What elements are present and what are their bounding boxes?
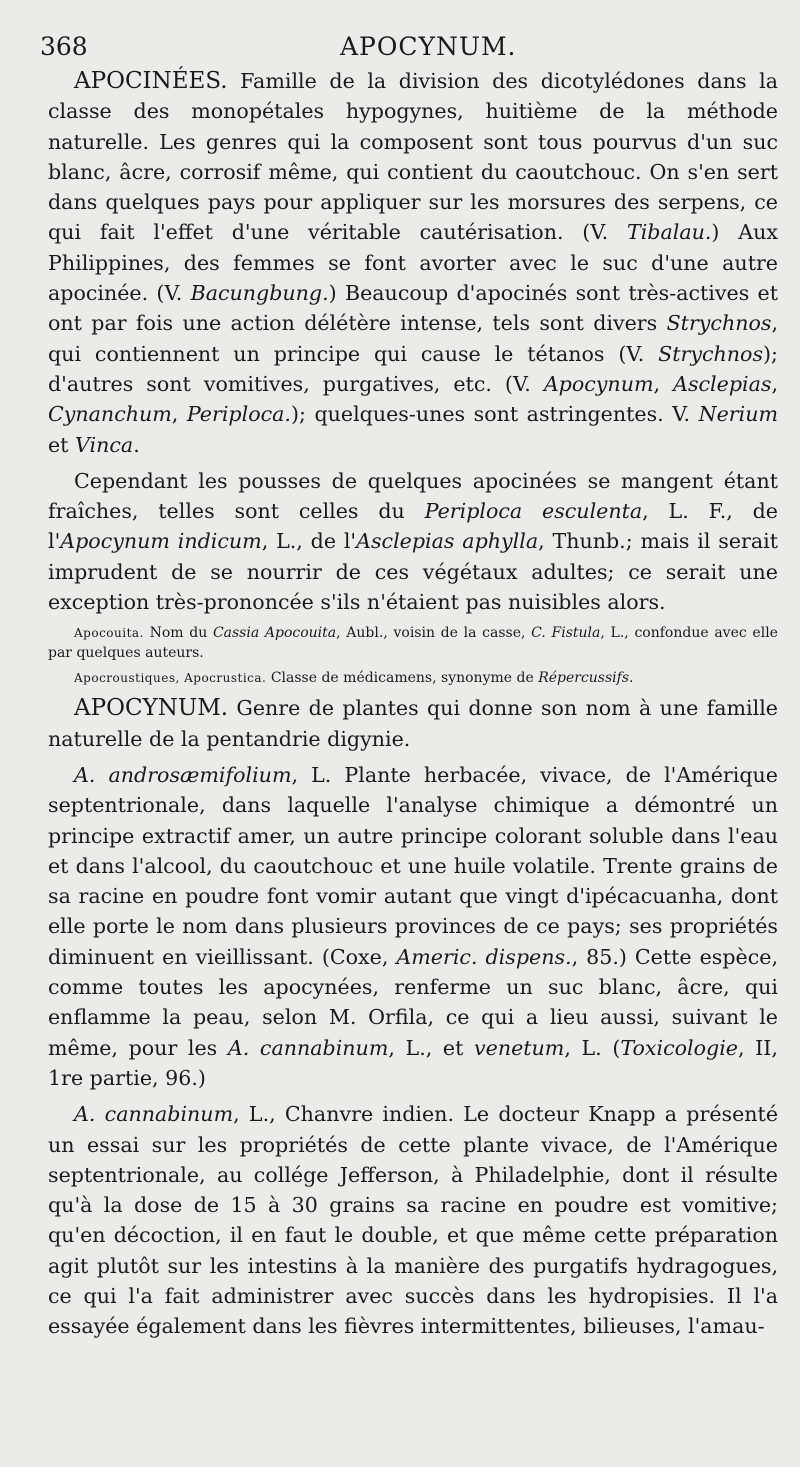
- dictionary-entry: [48, 693, 778, 754]
- italic-text: Vinca: [75, 432, 134, 457]
- text-run: Genre de plantes qui donne son nom à une famille naturelle de la pentandrie digynie.: [48, 696, 778, 751]
- text-run: Classe de médicamens, synonyme de: [266, 670, 539, 687]
- italic-text: Strychnos: [666, 311, 772, 336]
- italic-text: Asclepias: [673, 371, 772, 396]
- running-title: APOCYNUM.: [340, 32, 517, 61]
- text-run: , L., confondue avec elle par quelques auteurs.: [48, 625, 778, 662]
- text-run: , L. Plante herbacée, vivace, de l'Amérique septentrionale, dans laquelle l'analyse chimique a démontré un principe extractif amer, un autre principe colorant soluble dans l'eau et dans l'alcool, du caoutchouc et une huile volatile. Trente grains de sa racine en poudre font vomir autant que vingt d'ipécacuanha, dont elle porte le nom dans plusieurs provinces de ce pays; ses propriétés diminuent en vieillissant. (Coxe,: [48, 762, 778, 969]
- text-run: ) Beaucoup d'apocinés sont très-actives et ont par fois une action délétère intense, tels sont divers: [48, 281, 778, 336]
- italic-text: Periploca.: [186, 402, 291, 427]
- text-run: ,: [653, 371, 674, 396]
- entry-term: APOCYNUM.: [74, 695, 229, 722]
- italic-text: Cassia Apocouita: [212, 625, 337, 642]
- text-run: et: [48, 432, 76, 457]
- text-run: , L. (: [564, 1035, 621, 1060]
- italic-text: C. Fistula: [531, 625, 601, 642]
- entry-term: Apocroustiques, Apocrustica.: [74, 671, 267, 686]
- paragraph: [48, 760, 778, 1093]
- text-run: Nom du: [143, 625, 213, 642]
- minor-entry: [48, 668, 778, 688]
- italic-text: Asclepias aphylla: [356, 529, 539, 554]
- italic-text: Periploca esculenta: [424, 499, 643, 524]
- italic-text: Répercussifs: [538, 670, 630, 687]
- text-run: , II, 1re partie, 96.): [48, 1035, 778, 1090]
- italic-text: Americ. dispens.: [396, 944, 572, 969]
- italic-text: Apocynum: [543, 371, 654, 396]
- entry-term: Apocouita.: [74, 626, 144, 641]
- text-run: ); d'autres sont vomitives, purgatives, etc. (V.: [48, 341, 778, 396]
- text-run: ) Aux Philippines, des femmes se font avorter avec le suc d'une autre apocinée. (V.: [48, 220, 779, 306]
- italic-text: A. cannabinum: [227, 1035, 389, 1060]
- text-run: ,: [771, 371, 778, 396]
- italic-text: Nerium: [698, 402, 779, 427]
- italic-text: venetum: [474, 1035, 565, 1060]
- dictionary-entry: [48, 66, 778, 460]
- italic-text: A. cannabinum: [74, 1102, 234, 1127]
- text-run: , L., et: [388, 1035, 474, 1060]
- paragraph: [48, 466, 778, 617]
- text-run: , qui contiennent un principe qui cause le tétanos (V.: [48, 311, 778, 366]
- text-run: ); quelques-unes sont astringentes. V.: [290, 402, 699, 427]
- italic-text: Toxicologie: [620, 1035, 738, 1060]
- minor-entry: [48, 623, 778, 663]
- italic-text: Apocynum indicum: [60, 529, 262, 554]
- text-run: , L., Chanvre indien. Le docteur Knapp a présenté un essai sur les propriétés de cette plante vivace, de l'Amérique septentrionale, au collége Jefferson, à Philadelphie, dont il résulte qu'à la dose de 15 à 30 grains sa racine en poudre est vomitive; qu'en décoction, il en faut le double, et que même cette préparation agit plutôt sur les intestins à la manière des purgatifs hydragogues, ce qui l'a fait administrer avec succès dans les hydropisies. Il l'a essayée également dans les fièvres intermittentes, bilieuses, l'amau-: [48, 1102, 779, 1339]
- italic-text: Strychnos: [658, 341, 764, 366]
- italic-text: A. androsæmifolium: [74, 762, 292, 787]
- page-number: 368: [40, 32, 88, 61]
- text-run: , 85.) Cette espèce, comme toutes les apocynées, renferme un suc blanc, âcre, qui enflamme la peau, selon M. Orfila, ce qui a lieu aussi, suivant le même, pour les: [48, 944, 778, 1060]
- text-run: .: [133, 432, 140, 457]
- page-header: [40, 32, 760, 62]
- text-run: Cependant les pousses de quelques apocinées se mangent étant fraîches, telles sont celles du: [48, 468, 778, 524]
- text-run: , L. F., de l': [48, 499, 778, 554]
- entry-term: APOCINÉES.: [74, 68, 228, 94]
- italic-text: Bacungbung.: [190, 281, 329, 306]
- page-body: [48, 66, 778, 1348]
- text-run: , Aubl., voisin de la casse,: [336, 625, 532, 642]
- text-run: , Thunb.; mais il serait imprudent de se nourrir de ces végétaux adultes; ce serait une exception très-prononcée s'ils n'étaient pas nuisibles alors.: [48, 529, 779, 615]
- paragraph: [48, 1099, 778, 1341]
- italic-text: Cynanchum: [48, 402, 172, 427]
- italic-text: Tibalau.: [626, 220, 712, 245]
- text-run: Famille de la division des dicotylédones dans la classe des monopétales hypogynes, huitième de la méthode naturelle. Les genres qui la composent sont tous pourvus d'un suc blanc, âcre, corrosif même, qui contient du caoutchouc. On s'en sert dans quelques pays pour appliquer sur les morsures des serpens, ce qui fait l'effet d'une véritable cautérisation. (V.: [48, 69, 778, 245]
- text-run: ,: [171, 402, 187, 427]
- text-run: , L., de l': [261, 529, 357, 554]
- text-run: .: [629, 670, 634, 687]
